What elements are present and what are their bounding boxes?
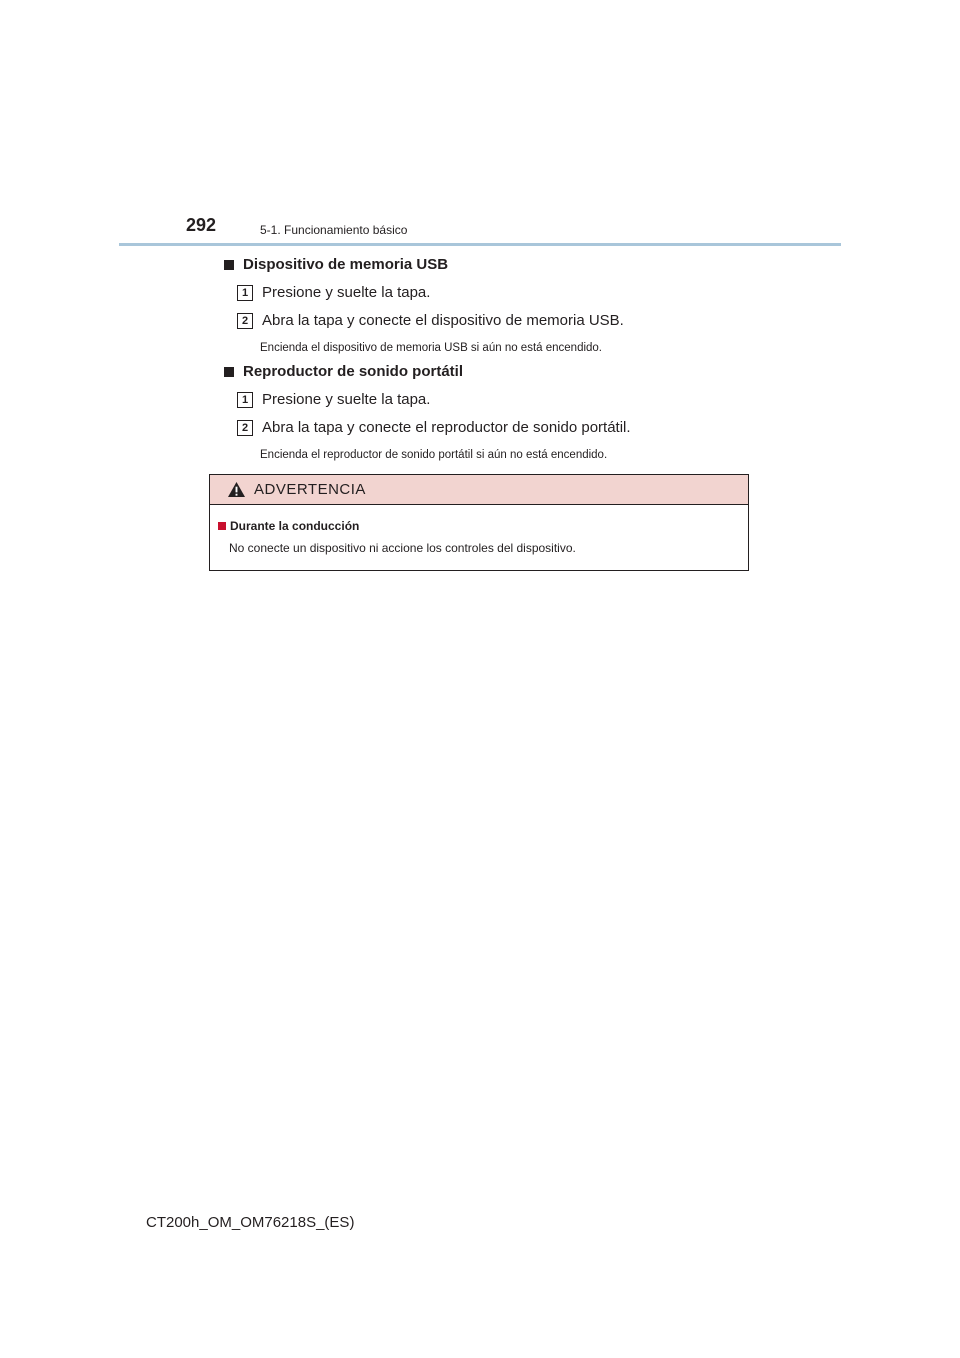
portable-note: Encienda el reproductor de sonido portátil si aún no está encendido. [260, 449, 608, 461]
step-text: Presione y suelte la tapa. [262, 284, 431, 301]
warning-item-title [218, 519, 359, 533]
step-number-badge: 1 [237, 392, 253, 408]
step-number-badge: 2 [237, 420, 253, 436]
step-text: Presione y suelte la tapa. [262, 391, 431, 408]
usb-heading-text: Dispositivo de memoria USB [243, 256, 449, 273]
step-number-badge: 1 [237, 285, 253, 301]
usb-step-2 [237, 312, 624, 329]
warning-triangle-icon [227, 481, 246, 498]
portable-player-heading [224, 363, 463, 380]
warning-item-title-text: Durante la conducción [230, 519, 360, 533]
portable-step-2 [237, 419, 631, 436]
step-number-badge: 2 [237, 313, 253, 329]
step-text: Abra la tapa y conecte el dispositivo de memoria USB. [262, 312, 624, 329]
portable-player-heading-text: Reproductor de sonido portátil [243, 363, 463, 380]
section-title: 5-1. Funcionamiento básico [260, 223, 408, 237]
header-rule [119, 243, 841, 246]
warning-box [209, 474, 749, 571]
square-bullet-icon [224, 260, 234, 270]
step-text: Abra la tapa y conecte el reproductor de sonido portátil. [262, 419, 631, 436]
warning-header [210, 475, 748, 505]
warning-title: ADVERTENCIA [254, 481, 366, 498]
usb-step-1 [237, 284, 430, 301]
portable-step-1 [237, 391, 430, 408]
page-number: 292 [186, 215, 217, 235]
warning-item-text: No conecte un dispositivo ni accione los controles del dispositivo. [229, 541, 576, 555]
usb-note: Encienda el dispositivo de memoria USB si aún no está encendido. [260, 342, 603, 354]
red-square-bullet-icon [218, 522, 226, 530]
square-bullet-icon [224, 367, 234, 377]
footer-doc-code: CT200h_OM_OM76218S_(ES) [146, 1214, 355, 1231]
usb-heading [224, 256, 448, 273]
